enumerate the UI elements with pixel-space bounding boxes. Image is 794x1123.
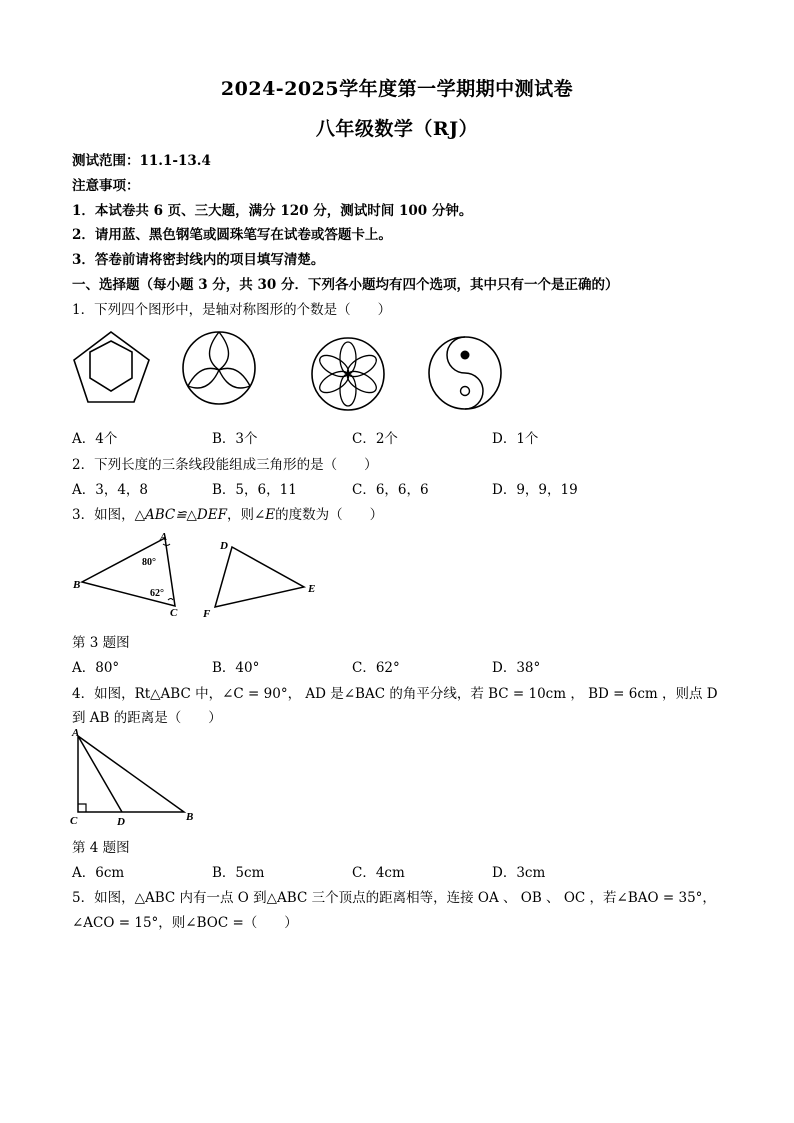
- question-4-stem-line1: 4．如图，Rt△ABC 中，∠C = 90°， AD 是∠BAC 的角平分线，若 BC = 10cm ， BD = 6cm ，则点 D: [72, 686, 718, 702]
- question-4-option-b[interactable]: B．5cm: [212, 865, 265, 881]
- question-3-option-a[interactable]: A．80°: [72, 660, 120, 676]
- fig4-label-c: C: [70, 815, 78, 827]
- question-4-option-c[interactable]: C．4cm: [352, 865, 405, 881]
- question-4-stem-line2: 到 AB 的距离是（ ）: [72, 710, 222, 726]
- question-1-option-d[interactable]: D．1个: [492, 431, 539, 447]
- fig4-label-a: A: [72, 727, 80, 739]
- figure-4-caption: 第 4 题图: [72, 840, 130, 856]
- question-2-option-a[interactable]: A．3，4，8: [72, 482, 149, 498]
- notice-1: 1．本试卷共 6 页、三大题，满分 120 分，测试时间 100 分钟。: [72, 203, 473, 219]
- fig3-angle-c: 62°: [150, 588, 164, 599]
- question-2-stem: 2．下列长度的三条线段能组成三角形的是（ ）: [72, 457, 378, 473]
- figure-pentagon-hexagon: [70, 328, 160, 408]
- question-4-option-d[interactable]: D．3cm: [492, 865, 546, 881]
- fig3-label-b: B: [73, 579, 81, 591]
- question-5-stem-line2: ∠ACO = 15°，则∠BOC =（ ）: [72, 915, 298, 931]
- question-2-option-b[interactable]: B．5，6，11: [212, 482, 297, 498]
- figure-flower-circle: [308, 334, 390, 416]
- question-1-option-b[interactable]: B．3个: [212, 431, 258, 447]
- figure-3-caption: 第 3 题图: [72, 635, 130, 651]
- notice-3: 3．答卷前请将密封线内的项目填写清楚。: [72, 252, 325, 268]
- question-2-option-c[interactable]: C．6，6，6: [352, 482, 429, 498]
- page-subtitle: 八年级数学（RJ）: [315, 118, 479, 140]
- question-2-option-d[interactable]: D．9，9，19: [492, 482, 578, 498]
- figure-triangle-abc: [70, 530, 190, 620]
- figure-taiji: [426, 334, 506, 414]
- question-5-stem-line1: 5．如图，△ABC 内有一点 O 到△ABC 三个顶点的距离相等，连接 OA 、 OB 、 OC ，若∠BAO = 35°，: [72, 890, 716, 906]
- section-heading: 一、选择题（每小题 3 分，共 30 分．下列各小题均有四个选项，其中只有一个是正确的）: [72, 277, 619, 293]
- figure-right-triangle: [70, 728, 200, 826]
- question-1-option-a[interactable]: A．4个: [72, 431, 118, 447]
- question-3-option-c[interactable]: C．62°: [352, 660, 400, 676]
- fig3-angle-a: 80°: [142, 557, 156, 568]
- fig3-label-f: F: [203, 608, 211, 620]
- fig3-label-c: C: [170, 607, 178, 619]
- fig4-label-d: D: [117, 816, 125, 828]
- figure-triangle-def: [200, 535, 330, 620]
- question-4-option-a[interactable]: A．6cm: [72, 865, 125, 881]
- question-1-stem: 1．下列四个图形中，是轴对称图形的个数是（ ）: [72, 302, 392, 318]
- fig3-label-d: D: [220, 540, 228, 552]
- page-title: 2024-2025学年度第一学期期中测试卷: [220, 78, 574, 100]
- question-3-stem: 3．如图，△ABC≌△DEF，则∠E的度数为（ ）: [72, 507, 384, 523]
- fig4-label-b: B: [186, 811, 194, 823]
- notice-2: 2．请用蓝、黑色钢笔或圆珠笔写在试卷或答题卡上。: [72, 227, 392, 243]
- fig3-label-e: E: [308, 583, 316, 595]
- question-3-option-d[interactable]: D．38°: [492, 660, 541, 676]
- question-1-option-c[interactable]: C．2个: [352, 431, 398, 447]
- figure-circle-three-arcs: [178, 328, 262, 412]
- notice-heading: 注意事项：: [72, 178, 140, 194]
- test-scope: 测试范围：11.1-13.4: [72, 153, 211, 169]
- question-3-option-b[interactable]: B．40°: [212, 660, 260, 676]
- fig3-label-a: A: [160, 531, 168, 543]
